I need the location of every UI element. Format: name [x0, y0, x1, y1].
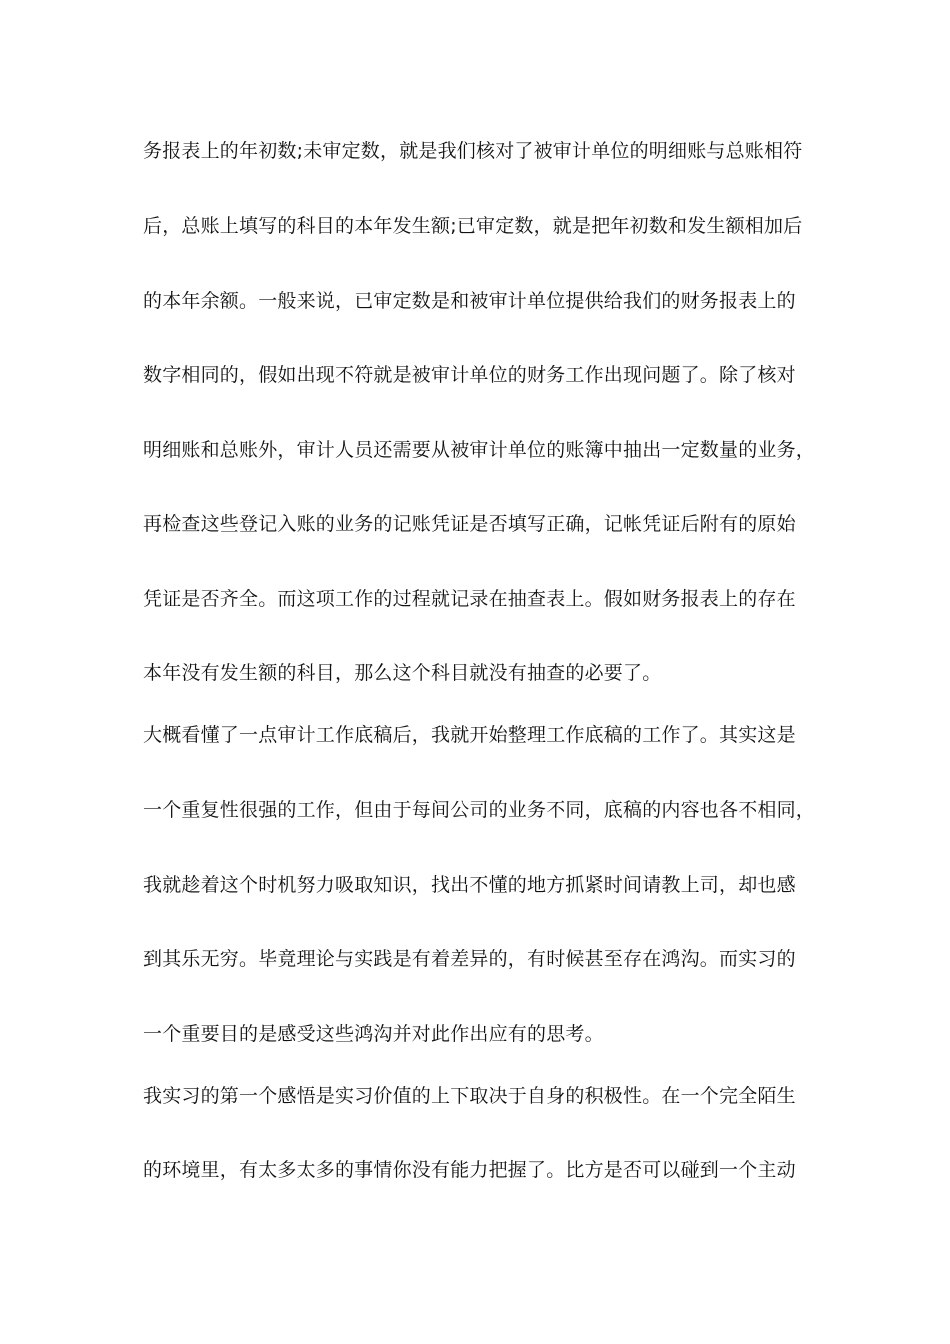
text-line: 一个重要目的是感受这些鸿沟并对此作出应有的思考。: [143, 1023, 604, 1045]
text-line: 本年没有发生额的科目，那么这个科目就没有抽查的必要了。: [143, 662, 662, 684]
paragraph-start-line: 我实习的第一个感悟是实习价值的上下取决于自身的积极性。在一个完全陌生: [143, 1085, 796, 1107]
paragraph-start-line: 大概看懂了一点审计工作底稿后，我就开始整理工作底稿的工作了。其实这是: [143, 724, 796, 746]
text-line: 的本年余额。一般来说，已审定数是和被审计单位提供给我们的财务报表上的: [143, 290, 796, 312]
text-line: 到其乐无穷。毕竟理论与实践是有着差异的，有时候甚至存在鸿沟。而实习的: [143, 948, 796, 970]
text-line: 凭证是否齐全。而这项工作的过程就记录在抽查表上。假如财务报表上的存在: [143, 588, 796, 610]
text-line: 明细账和总账外，审计人员还需要从被审计单位的账簿中抽出一定数量的业务，: [143, 439, 816, 461]
text-line: 后，总账上填写的科目的本年发生额;已审定数，就是把年初数和发生额相加后: [143, 215, 803, 237]
text-line: 的环境里，有太多太多的事情你没有能力把握了。比方是否可以碰到一个主动: [143, 1159, 796, 1181]
text-line: 务报表上的年初数;未审定数，就是我们核对了被审计单位的明细账与总账相符: [143, 140, 803, 162]
text-line: 再检查这些登记入账的业务的记账凭证是否填写正确，记帐凭证后附有的原始: [143, 513, 796, 535]
text-line: 数字相同的，假如出现不符就是被审计单位的财务工作出现问题了。除了核对: [143, 364, 796, 386]
text-line: 我就趁着这个时机努力吸取知识，找出不懂的地方抓紧时间请教上司，却也感: [143, 874, 796, 896]
text-line: 一个重复性很强的工作，但由于每间公司的业务不同，底稿的内容也各不相同，: [143, 799, 816, 821]
